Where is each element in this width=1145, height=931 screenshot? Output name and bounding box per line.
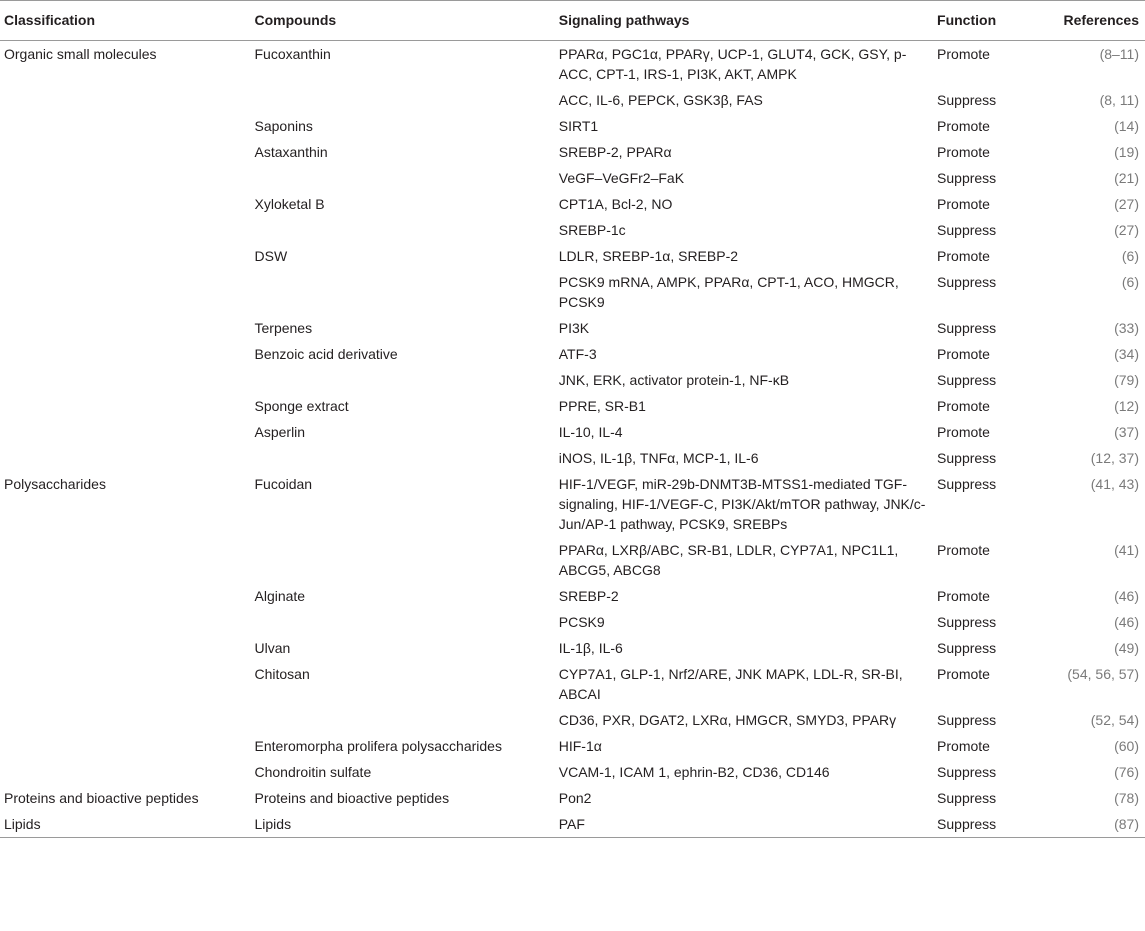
- table-row: [0, 661, 1145, 707]
- pathways-cell: iNOS, IL-1β, TNFα, MCP-1, IL-6: [558, 450, 759, 466]
- compound-cell: Ulvan: [254, 640, 291, 656]
- classification-cell: [0, 661, 251, 707]
- classification-cell: [0, 165, 251, 191]
- table-row: [0, 471, 1145, 537]
- classification-cell: [0, 367, 251, 393]
- function-cell: Suppress: [937, 450, 997, 466]
- table-row: [0, 367, 1145, 393]
- table-row: [0, 445, 1145, 471]
- compound-cell: Chitosan: [254, 666, 310, 682]
- function-cell: Suppress: [937, 640, 997, 656]
- classification-cell: [0, 243, 251, 269]
- compound-cell: Proteins and bioactive peptides: [254, 790, 450, 806]
- references-cell: (8, 11): [1099, 92, 1139, 108]
- function-cell: Promote: [937, 144, 990, 160]
- table-row: [0, 733, 1145, 759]
- classification-cell: Organic small molecules: [4, 46, 157, 62]
- classification-cell: [0, 139, 251, 165]
- function-cell: Promote: [937, 424, 990, 440]
- header-compounds: Compounds: [251, 1, 555, 41]
- references-cell: (19): [1114, 144, 1139, 160]
- references-cell: (87): [1039, 811, 1145, 838]
- compound-cell: [251, 367, 555, 393]
- references-cell: (14): [1114, 118, 1139, 134]
- header-row: [0, 1, 1145, 41]
- header-classification: Classification: [0, 1, 251, 41]
- table-row: [0, 785, 1145, 811]
- pathways-cell: SREBP-2: [558, 588, 619, 604]
- pathways-cell: SREBP-1c: [558, 222, 626, 238]
- function-cell: Suppress: [937, 320, 997, 336]
- function-cell: Suppress: [937, 222, 997, 238]
- function-cell: Promote: [937, 738, 990, 754]
- pathways-cell: PI3K: [558, 320, 590, 336]
- classification-cell: [0, 217, 251, 243]
- function-cell: Suppress: [937, 712, 997, 728]
- table-row: [0, 269, 1145, 315]
- table-row: [0, 113, 1145, 139]
- function-cell: Promote: [937, 346, 990, 362]
- classification-cell: [0, 707, 251, 733]
- function-cell: Promote: [937, 248, 990, 264]
- pathways-cell: SREBP-2, PPARα: [558, 144, 672, 160]
- references-cell: (6): [1121, 248, 1139, 264]
- table-row: [0, 191, 1145, 217]
- references-cell: (79): [1114, 372, 1139, 388]
- table-row: [0, 243, 1145, 269]
- references-cell: (46): [1114, 588, 1139, 604]
- function-cell: Suppress: [937, 274, 997, 290]
- table-row: [0, 537, 1145, 583]
- compound-cell: [251, 217, 555, 243]
- references-cell: (54, 56, 57): [1067, 666, 1139, 682]
- references-cell: (27): [1114, 222, 1139, 238]
- references-cell: (52, 54): [1090, 712, 1139, 728]
- compound-cell: Chondroitin sulfate: [254, 764, 372, 780]
- function-cell: Suppress: [937, 170, 997, 186]
- pathways-cell: PAF: [555, 811, 933, 838]
- function-cell: Suppress: [933, 811, 1038, 838]
- classification-cell: [0, 393, 251, 419]
- compound-cell: Terpenes: [254, 320, 313, 336]
- references-cell: (41, 43): [1090, 476, 1139, 492]
- references-cell: (34): [1114, 346, 1139, 362]
- compound-cell: Lipids: [251, 811, 555, 838]
- pathways-cell: PPARα, LXRβ/ABC, SR-B1, LDLR, CYP7A1, NPC1L1, ABCG5, ABCG8: [558, 542, 899, 578]
- table-row: [0, 707, 1145, 733]
- compound-cell: Sponge extract: [254, 398, 349, 414]
- references-cell: (12): [1114, 398, 1139, 414]
- function-cell: Promote: [937, 118, 990, 134]
- references-cell: (37): [1114, 424, 1139, 440]
- compound-cell: Xyloketal B: [254, 196, 325, 212]
- compound-cell: Benzoic acid derivative: [254, 346, 398, 362]
- function-cell: Suppress: [937, 614, 997, 630]
- classification-cell: [0, 419, 251, 445]
- pathways-cell: ACC, IL-6, PEPCK, GSK3β, FAS: [558, 92, 763, 108]
- header-function: Function: [933, 1, 1038, 41]
- references-cell: (78): [1114, 790, 1139, 806]
- classification-cell: [0, 609, 251, 635]
- pathways-cell: PPARα, PGC1α, PPARγ, UCP-1, GLUT4, GCK, GSY, p-ACC, CPT-1, IRS-1, PI3K, AKT, AMPK: [558, 46, 907, 82]
- pathways-cell: JNK, ERK, activator protein-1, NF-κB: [558, 372, 790, 388]
- references-cell: (8–11): [1099, 46, 1139, 62]
- table-row: [0, 583, 1145, 609]
- header-signaling-pathways: Signaling pathways: [555, 1, 933, 41]
- table-header: [0, 1, 1145, 41]
- table-row: [0, 41, 1145, 88]
- pathways-cell: PCSK9: [558, 614, 605, 630]
- compound-cell: Saponins: [254, 118, 313, 134]
- classification-cell: [0, 583, 251, 609]
- table-row: [0, 315, 1145, 341]
- table-row: [0, 419, 1145, 445]
- table-row: [0, 759, 1145, 785]
- compound-cell: [251, 87, 555, 113]
- compound-cell: [251, 537, 555, 583]
- pathways-cell: LDLR, SREBP-1α, SREBP-2: [558, 248, 739, 264]
- table-row: [0, 165, 1145, 191]
- classification-cell: [0, 341, 251, 367]
- compound-cell: [251, 269, 555, 315]
- function-cell: Suppress: [937, 764, 997, 780]
- function-cell: Suppress: [937, 790, 997, 806]
- compound-cell: [251, 707, 555, 733]
- references-cell: (12, 37): [1090, 450, 1139, 466]
- references-cell: (21): [1114, 170, 1139, 186]
- pathways-cell: IL-10, IL-4: [558, 424, 623, 440]
- classification-cell: [0, 315, 251, 341]
- function-cell: Suppress: [937, 92, 997, 108]
- function-cell: Promote: [937, 542, 990, 558]
- classification-cell: [0, 537, 251, 583]
- classification-cell: [0, 635, 251, 661]
- pathways-cell: CPT1A, Bcl-2, NO: [558, 196, 673, 212]
- pathways-cell: PCSK9 mRNA, AMPK, PPARα, CPT-1, ACO, HMGCR, PCSK9: [558, 274, 899, 310]
- pathways-cell: HIF-1/VEGF, miR-29b-DNMT3B-MTSS1-mediated TGF-signaling, HIF-1/VEGF-C, PI3K/Akt/mTOR pathway, JNK/c-Jun/AP-1 pathway, PCSK9, SREBPs: [558, 476, 926, 532]
- references-cell: (76): [1114, 764, 1139, 780]
- compound-cell: [251, 609, 555, 635]
- references-cell: (46): [1114, 614, 1139, 630]
- classification-cell: Polysaccharides: [4, 476, 106, 492]
- table-row: [0, 393, 1145, 419]
- table-row: [0, 635, 1145, 661]
- table-row: [0, 341, 1145, 367]
- pathways-cell: CD36, PXR, DGAT2, LXRα, HMGCR, SMYD3, PPARγ: [558, 712, 897, 728]
- table-row: [0, 87, 1145, 113]
- pathways-cell: VeGF–VeGFr2–FaK: [558, 170, 685, 186]
- references-cell: (33): [1114, 320, 1139, 336]
- table-row: [0, 217, 1145, 243]
- pathways-cell: HIF-1α: [558, 738, 602, 754]
- compound-cell: [251, 165, 555, 191]
- compound-cell: DSW: [254, 248, 288, 264]
- classification-cell: Proteins and bioactive peptides: [4, 790, 199, 806]
- function-cell: Promote: [937, 46, 990, 62]
- references-cell: (60): [1114, 738, 1139, 754]
- classification-cell: [0, 759, 251, 785]
- compound-cell: Fucoxanthin: [254, 46, 331, 62]
- function-cell: Promote: [937, 666, 990, 682]
- pathways-cell: Pon2: [558, 790, 592, 806]
- table-row: [0, 139, 1145, 165]
- references-cell: (27): [1114, 196, 1139, 212]
- classification-cell: [0, 445, 251, 471]
- references-cell: (49): [1114, 640, 1139, 656]
- compound-cell: Enteromorpha prolifera polysaccharides: [254, 738, 502, 754]
- table-row: [0, 811, 1145, 838]
- pathways-cell: IL-1β, IL-6: [558, 640, 623, 656]
- compound-cell: [251, 445, 555, 471]
- classification-cell: [0, 113, 251, 139]
- function-cell: Promote: [937, 196, 990, 212]
- pathways-cell: PPRE, SR-B1: [558, 398, 646, 414]
- compound-cell: Fucoidan: [254, 476, 313, 492]
- classification-cell: [0, 87, 251, 113]
- compound-cell: Alginate: [254, 588, 306, 604]
- compound-cell: Astaxanthin: [254, 144, 328, 160]
- function-cell: Suppress: [937, 372, 997, 388]
- pathways-cell: ATF-3: [558, 346, 597, 362]
- function-cell: Promote: [937, 588, 990, 604]
- classification-cell: [0, 191, 251, 217]
- references-cell: (41): [1114, 542, 1139, 558]
- table-body: [0, 41, 1145, 838]
- header-references: References: [1039, 1, 1145, 41]
- function-cell: Promote: [937, 398, 990, 414]
- classification-cell: [0, 269, 251, 315]
- compound-cell: Asperlin: [254, 424, 306, 440]
- function-cell: Suppress: [937, 476, 997, 492]
- references-cell: (6): [1121, 274, 1139, 290]
- classification-cell: [0, 733, 251, 759]
- classification-cell: Lipids: [0, 811, 251, 838]
- table-row: [0, 609, 1145, 635]
- pathways-cell: SIRT1: [558, 118, 599, 134]
- pathways-cell: VCAM-1, ICAM 1, ephrin-B2, CD36, CD146: [558, 764, 830, 780]
- pathways-cell: CYP7A1, GLP-1, Nrf2/ARE, JNK MAPK, LDL-R, SR-BI, ABCAI: [558, 666, 903, 702]
